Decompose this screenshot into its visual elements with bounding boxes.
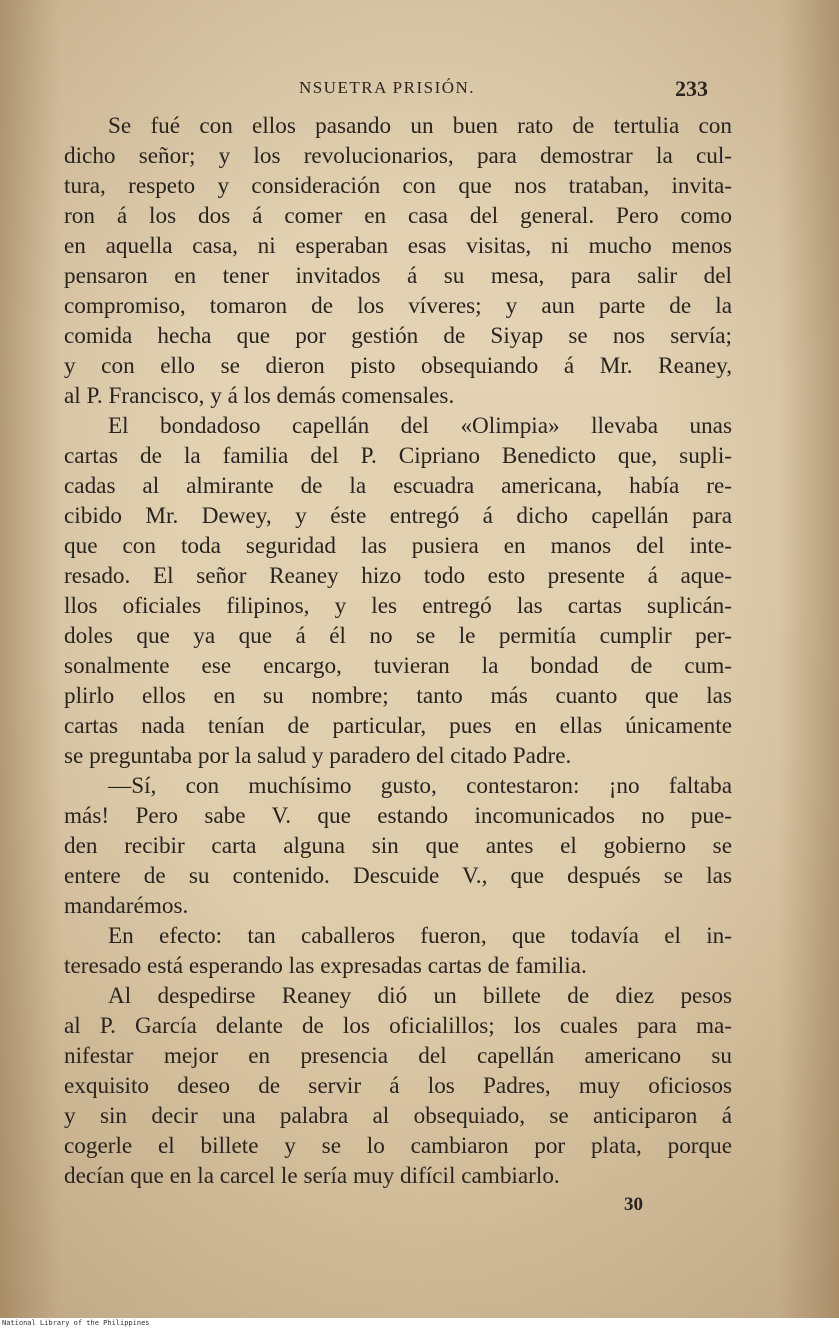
text-line: cogerle el billete y se lo cambiaron por plata, porque — [64, 1133, 732, 1159]
text-line: —Sí, con muchísimo gusto, contestaron: ¡no faltaba — [108, 773, 732, 799]
signature-mark: 30 — [624, 1194, 643, 1215]
text-line: exquisito deseo de servir á los Padres, muy oficiosos — [64, 1073, 732, 1099]
text-line: Al despedirse Reaney dió un billete de diez pesos — [108, 983, 732, 1009]
text-line: Se fué con ellos pasando un buen rato de tertulia con — [108, 113, 732, 139]
text-line: más! Pero sabe V. que estando incomunicados no pue- — [64, 803, 732, 829]
text-line: den recibir carta alguna sin que antes el gobierno se — [64, 833, 732, 859]
text-line: decían que en la carcel le sería muy difícil cambiarlo. — [64, 1163, 560, 1189]
running-title: NSUETRA PRISIÓN. — [298, 78, 476, 97]
text-line: cartas de la familia del P. Cipriano Benedicto que, supli- — [64, 443, 732, 469]
text-line: cartas nada tenían de particular, pues en ellas únicamente — [64, 713, 732, 739]
page-shadow-left — [0, 0, 60, 1318]
scan-footer — [0, 1318, 839, 1328]
text-line: pensaron en tener invitados á su mesa, para salir del — [64, 263, 732, 289]
text-line: teresado está esperando las expresadas cartas de familia. — [64, 953, 587, 979]
text-line: que con toda seguridad las pusiera en manos del inte- — [64, 533, 732, 559]
text-line: llos oficiales filipinos, y les entregó las cartas suplicán- — [64, 593, 732, 619]
text-line: El bondadoso capellán del «Olimpia» llevaba unas — [108, 413, 732, 439]
text-line: se preguntaba por la salud y paradero del citado Padre. — [64, 743, 572, 769]
running-head — [66, 74, 708, 104]
text-line: compromiso, tomaron de los víveres; y aun parte de la — [64, 293, 732, 319]
text-line: dicho señor; y los revolucionarios, para demostrar la cul- — [64, 143, 732, 169]
text-line: sonalmente ese encargo, tuvieran la bondad de cum- — [64, 653, 732, 679]
body-text — [64, 111, 732, 1191]
text-line: cibido Mr. Dewey, y éste entregó á dicho capellán para — [64, 503, 732, 529]
text-line: nifestar mejor en presencia del capellán americano su — [64, 1043, 732, 1069]
text-line: cadas al almirante de la escuadra americana, había re- — [64, 473, 732, 499]
text-line: plirlo ellos en su nombre; tanto más cuanto que las — [64, 683, 732, 709]
text-line: entere de su contenido. Descuide V., que después se las — [64, 863, 732, 889]
text-line: al P. Francisco, y á los demás comensales. — [64, 383, 455, 409]
text-line: y con ello se dieron pisto obsequiando á Mr. Reaney, — [64, 353, 732, 379]
text-line: mandarémos. — [64, 893, 189, 919]
text-line: al P. García delante de los oficialillos; los cuales para ma- — [64, 1013, 732, 1039]
text-line: doles que ya que á él no se le permitía cumplir per- — [64, 623, 732, 649]
page-number: 233 — [675, 76, 708, 101]
library-credit: National Library of the Philippines — [2, 1319, 150, 1327]
text-line: y sin decir una palabra al obsequiado, se anticiparon á — [64, 1103, 732, 1129]
text-line: ron á los dos á comer en casa del general. Pero como — [64, 203, 732, 229]
text-line: tura, respeto y consideración con que nos trataban, invita- — [64, 173, 732, 199]
text-line: resado. El señor Reaney hizo todo esto presente á aque- — [64, 563, 732, 589]
text-line: comida hecha que por gestión de Siyap se nos servía; — [64, 323, 732, 349]
text-line: En efecto: tan caballeros fueron, que todavía el in- — [108, 923, 732, 949]
text-line: en aquella casa, ni esperaban esas visitas, ni mucho menos — [64, 233, 732, 259]
page-shadow-right — [779, 0, 839, 1318]
